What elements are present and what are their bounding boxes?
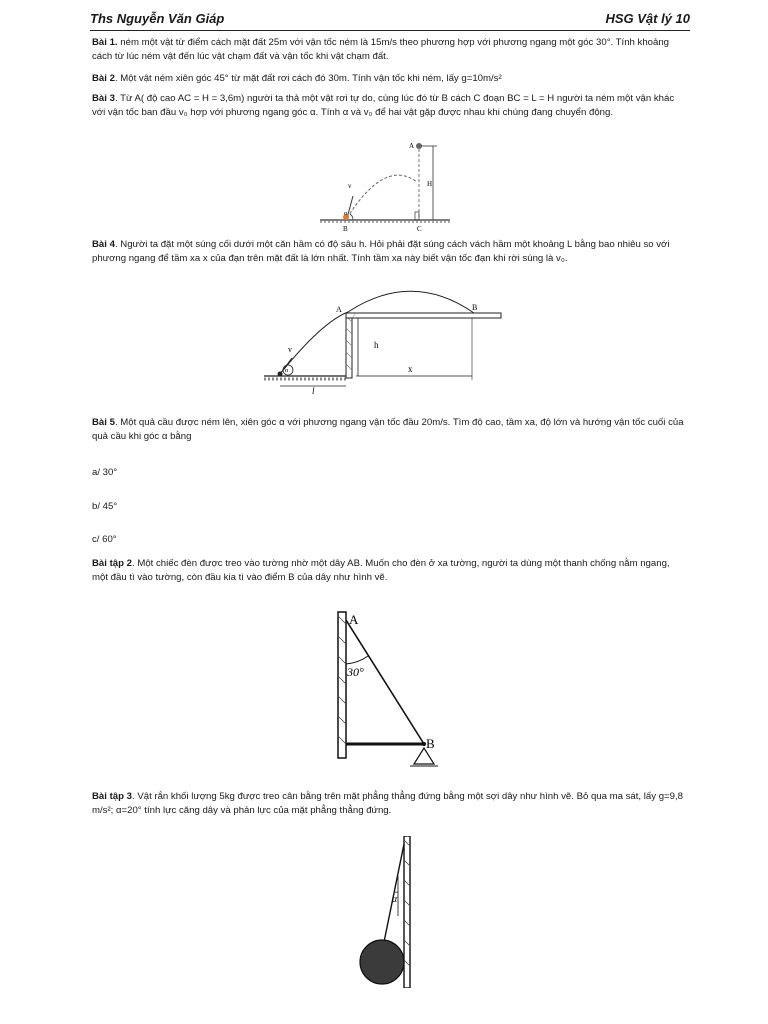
problem-2 [92, 72, 686, 86]
exercise-3-label: Bài tập 3 [92, 791, 132, 802]
problem-4 [92, 238, 686, 266]
figure-exercise-3 [352, 836, 422, 988]
label-h: h [374, 340, 379, 350]
label-a: A [409, 142, 415, 150]
page-header [90, 10, 690, 31]
ground-surface [346, 313, 501, 318]
problem-1 [92, 36, 686, 64]
problem-3-label: Bài 3 [92, 93, 115, 104]
problem-4-label: Bài 4 [92, 239, 115, 250]
label-a: A [336, 305, 342, 314]
problem-3-text: . Từ A( độ cao AC = H = 3,6m) người ta thả một vật rơi tự do, cùng lúc đó từ B cách C đoạn BC = L = H người ta ném một vận khác với vận tốc ban đầu v₀ hợp với phương ngang góc α. Tính α và v₀ để hai vật gặp được nhau khi chúng đang chuyển động. [92, 93, 675, 118]
exercise-3-text: . Vật rắn khối lượng 5kg được treo cân bằng trên mặt phẳng thẳng đứng bằng một sợi dây như hình vẽ. Bỏ qua ma sát, lấy g=9,8 m/s²; α=20° tính lực căng dây và phản lực của mặt phẳng thẳng đứng. [92, 791, 683, 816]
figure-problem-3 [315, 138, 455, 234]
label-b: B [426, 736, 435, 751]
problem-5-label: Bài 5 [92, 417, 115, 428]
label-c: C [417, 225, 422, 233]
trajectory [347, 175, 417, 218]
label-v: v [348, 182, 352, 190]
label-v: v [288, 345, 292, 354]
label-angle: 30° [347, 665, 364, 679]
angle-arc [350, 214, 353, 220]
exercise-2-text: . Một chiếc đèn được treo vào tường nhờ một dây AB. Muốn cho đèn ở xa tường, người ta dùng một thanh chống nằm ngang, một đầu tì vào tường, còn đầu kia tì vào điểm B của dây như hình vẽ. [92, 558, 670, 583]
problem-2-text: . Một vật ném xiên góc 45° từ mặt đất rơi cách đó 30m. Tính vận tốc khi ném, lấy g=10m/s² [114, 73, 502, 84]
label-x: x [408, 364, 413, 374]
problem-3 [92, 92, 686, 120]
label-b: B [472, 303, 478, 312]
projectile-trajectory [280, 291, 474, 374]
right-angle-mark [415, 212, 419, 220]
header-subject: HSG Vật lý 10 [605, 11, 690, 26]
figure-problem-4 [262, 282, 506, 398]
label-h: H [427, 180, 433, 188]
label-a: A [349, 612, 359, 627]
label-alpha: α [344, 211, 348, 217]
problem-2-label: Bài 2 [92, 73, 115, 84]
exercise-2-label: Bài tập 2 [92, 558, 132, 569]
exercise-3 [92, 790, 686, 818]
label-alpha: α [392, 894, 398, 905]
problem-5-option-a: a/ 30° [92, 467, 118, 478]
rope-ab [346, 620, 424, 744]
label-alpha: α [285, 368, 289, 374]
label-b: B [343, 225, 348, 233]
problem-5-text: . Một quả cầu được ném lên, xiên góc α với phương ngang vận tốc đầu 20m/s. Tìm độ cao, tầm xa, độ lớn và hướng vận tốc cuối của quả cầu khi góc α bằng [92, 417, 684, 442]
problem-5 [92, 416, 686, 444]
figure-exercise-2 [330, 610, 450, 782]
header-author: Ths Nguyễn Văn Giáp [90, 11, 225, 26]
problem-5-option-b: b/ 45° [92, 501, 118, 512]
problem-1-text: ném một vật từ điểm cách mặt đất 25m với vận tốc ném là 15m/s theo phương hợp với phương ngang một góc 30°. Tính khoảng cách từ lúc ném vật đến lúc vật chạm đất và vận tốc khi vật chạm đất. [92, 37, 670, 62]
wall [338, 612, 346, 758]
exercise-2 [92, 557, 686, 585]
problem-5-option-c: c/ 60° [92, 534, 117, 545]
angle-arc [346, 656, 368, 664]
problem-1-label: Bài 1. [92, 37, 118, 48]
label-l: l [312, 386, 315, 396]
problem-4-text: . Người ta đặt một súng cối dưới một căn hầm có độ sâu h. Hỏi phải đặt súng cách vách hầm một khoảng L bằng bao nhiêu so với phương ngang để tầm xa x của đạn trên mặt đất là lớn nhất. Tính tầm xa này biết vận tốc đạn khi rời súng là v₀. [92, 239, 670, 264]
rope [384, 844, 404, 942]
sphere [360, 940, 404, 984]
